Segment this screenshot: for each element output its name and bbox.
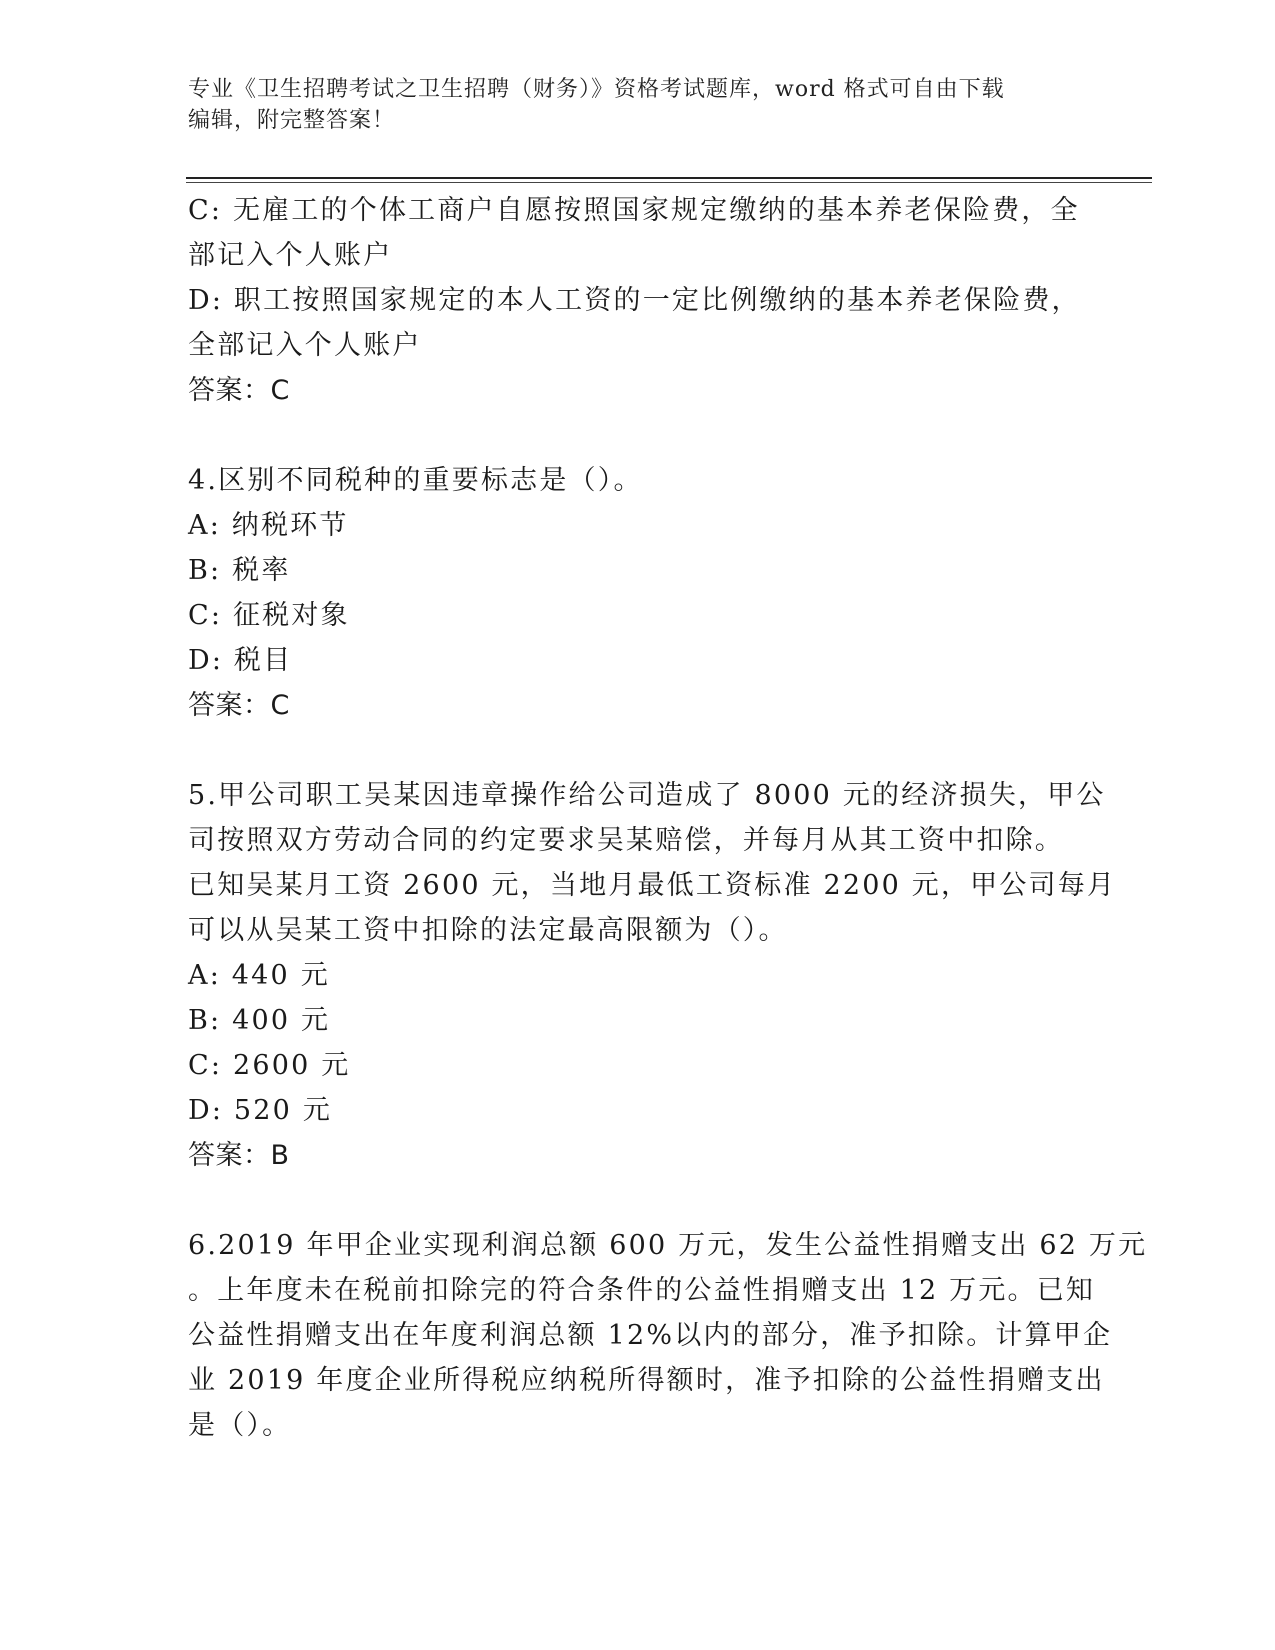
q5-option-b: B: 400 元 — [188, 1005, 331, 1036]
spacer — [188, 413, 1088, 458]
q3-answer: 答案：C — [188, 375, 290, 406]
q6-question-line-3: 公益性捐赠支出在年度利润总额 12%以内的部分，准予扣除。计算甲企 — [188, 1320, 1113, 1351]
q3-option-c-line-2: 部记入个人账户 — [188, 240, 393, 271]
q5-question-line-2: 司按照双方劳动合同的约定要求吴某赔偿，并每月从其工资中扣除。 — [188, 825, 1064, 856]
q5-answer: 答案：B — [188, 1140, 290, 1171]
q6-question-line-2: 。上年度未在税前扣除完的符合条件的公益性捐赠支出 12 万元。已知 — [188, 1275, 1096, 1306]
header-line-2: 编辑，附完整答案！ — [188, 108, 396, 133]
header-line-1: 专业《卫生招聘考试之卫生招聘（财务）》资格考试题库，word 格式可自由下载 — [188, 77, 1005, 102]
q5-question-line-1: 5.甲公司职工吴某因违章操作给公司造成了 8000 元的经济损失，甲公 — [188, 780, 1106, 811]
q4-option-a: A: 纳税环节 — [188, 510, 349, 541]
q4-option-d: D: 税目 — [188, 645, 293, 676]
q4-answer: 答案：C — [188, 690, 290, 721]
q5-question-line-3: 已知吴某月工资 2600 元，当地月最低工资标准 2200 元，甲公司每月 — [188, 870, 1117, 901]
q6-question-line-5: 是（）。 — [188, 1410, 292, 1441]
question-3-tail — [188, 188, 1088, 413]
q5-option-c: C: 2600 元 — [188, 1050, 351, 1081]
q6-question-line-4: 业 2019 年度企业所得税应纳税所得额时，准予扣除的公益性捐赠支出 — [188, 1365, 1105, 1396]
header-divider-thin — [186, 182, 1152, 183]
question-4 — [188, 458, 1088, 728]
q5-question-line-4: 可以从吴某工资中扣除的法定最高限额为（）。 — [188, 915, 788, 946]
spacer — [188, 1178, 1088, 1223]
q3-option-c-line-1: C: 无雇工的个体工商户自愿按照国家规定缴纳的基本养老保险费，全 — [188, 195, 1080, 226]
header-divider-thick — [186, 177, 1152, 179]
question-5 — [188, 773, 1117, 1178]
question-content — [188, 188, 1148, 1448]
q6-question-line-1: 6.2019 年甲企业实现利润总额 600 万元，发生公益性捐赠支出 62 万元 — [188, 1230, 1148, 1261]
q3-option-d-line-1: D: 职工按照国家规定的本人工资的一定比例缴纳的基本养老保险费， — [188, 285, 1081, 316]
q4-question: 4.区别不同税种的重要标志是（）。 — [188, 465, 643, 496]
question-6 — [188, 1223, 1148, 1448]
q4-option-c: C: 征税对象 — [188, 600, 350, 631]
page-header — [188, 74, 1088, 136]
q5-option-a: A: 440 元 — [188, 960, 330, 991]
q5-option-d: D: 520 元 — [188, 1095, 333, 1126]
q4-option-b: B: 税率 — [188, 555, 291, 586]
spacer — [188, 728, 1088, 773]
q3-option-d-line-2: 全部记入个人账户 — [188, 330, 422, 361]
